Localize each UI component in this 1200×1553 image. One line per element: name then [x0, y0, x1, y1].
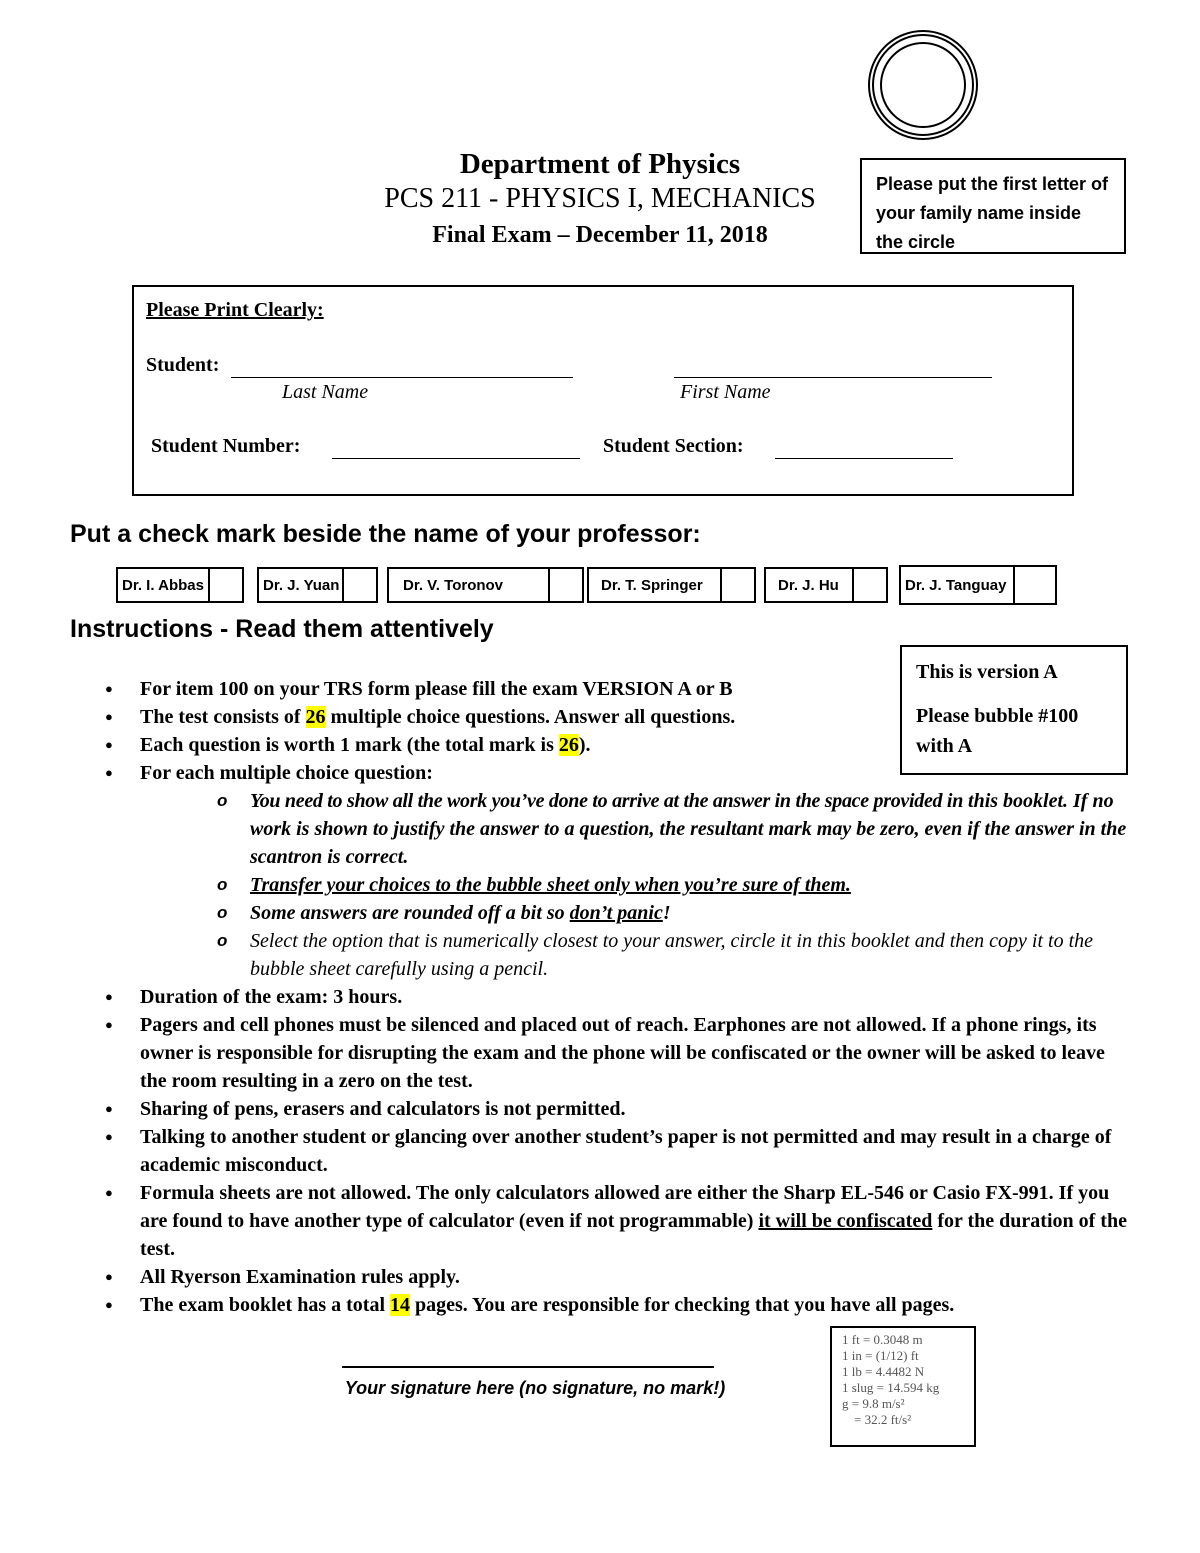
instruction-text: it will be confiscated: [758, 1210, 933, 1232]
initial-circle-inner: [880, 42, 966, 128]
list-item: [100, 1123, 1130, 1179]
list-item: [100, 1291, 1130, 1319]
initial-note: Please put the first letter of your family name inside the circle: [860, 158, 1126, 254]
list-item: [100, 1179, 1130, 1263]
list-item: [100, 675, 1130, 703]
version-bubble-note: Please bubble #100 with A: [916, 705, 1079, 757]
instruction-text: result in a charge of academic misconduct.: [140, 1126, 1112, 1176]
student-section-field[interactable]: [775, 458, 953, 459]
instruction-text: Pagers and cell phones must be silenced and placed out of reach. Earphones are not allowed. If a phone rings, its owner is responsible for disrupting the exam and the phone will be confiscated or the owner will be asked to leave the room resulting in a zero on the test.: [140, 1014, 1105, 1092]
instruction-text: Select the option that is numerically closest to your answer, circle it in this booklet and then copy it to the bubble sheet carefully using a pencil.: [250, 930, 1093, 980]
sub-list-item: [212, 927, 1130, 983]
instruction-text: !: [662, 902, 671, 924]
professor-hu: [764, 567, 888, 603]
professor-checkbox[interactable]: [720, 569, 754, 601]
student-number-label: Student Number:: [151, 435, 301, 457]
first-name-caption: First Name: [680, 381, 771, 403]
student-section-label: Student Section:: [603, 435, 744, 457]
instruction-text: ).: [578, 734, 591, 756]
list-item: [100, 703, 1130, 731]
first-name-field[interactable]: [674, 377, 992, 378]
professor-yuan: [257, 567, 378, 603]
list-item: [100, 983, 1130, 1011]
instruction-text: Talking to anothe: [140, 1126, 290, 1148]
student-label: Student:: [146, 354, 220, 376]
instruction-text: this booklet. If no work is shown to justify the answer to a question, the resultant mark may be zero, even if the answer in the scantron is correct.: [250, 790, 1127, 868]
professor-name: Dr. T. Springer: [601, 576, 703, 594]
sub-list-item: [212, 787, 1130, 871]
professor-name: Dr. J. Tanguay: [905, 576, 1007, 594]
instruction-text: All Ryerson Examination rules apply.: [140, 1266, 460, 1288]
professor-checkbox[interactable]: [208, 569, 242, 601]
signature-field[interactable]: [342, 1366, 714, 1368]
professor-springer: [587, 567, 756, 603]
last-name-field[interactable]: [231, 377, 573, 378]
signature-label: Your signature here (no signature, no mark!): [344, 1378, 726, 1398]
sub-list-item: [212, 871, 1130, 899]
professor-name: Dr. V. Toronov: [403, 576, 504, 594]
conversion-line: = 32.2 ft/s²: [854, 1412, 912, 1427]
list-item: [100, 1011, 1130, 1095]
list-item: [100, 1095, 1130, 1123]
exam-title: Final Exam – December 11, 2018: [432, 222, 768, 248]
instruction-text: Duration of the exam: 3 hours.: [140, 986, 403, 1008]
student-number-field[interactable]: [332, 458, 580, 459]
instruction-text: You need to show all the work you’ve done to arrive at the answer in the space provided in: [250, 790, 964, 812]
professor-checkbox[interactable]: [342, 569, 376, 601]
instruction-text: Formula sheets are not allowed. The only calculators allowed are either the Sharp EL-546 or Casio FX-991. If you are found to have another type of calculator (even if not programmable): [140, 1182, 1110, 1232]
instructions-list: [100, 675, 1130, 1319]
instruction-text: Some answers are rounded off a bit so: [250, 902, 570, 924]
highlight-number: 26: [305, 706, 326, 728]
list-item: [100, 731, 1130, 759]
professor-checkbox[interactable]: [852, 569, 886, 601]
professor-tanguay: [899, 565, 1057, 605]
initial-circle[interactable]: [868, 30, 978, 140]
instruction-text: r student or glancing over another student’s paper is not permitted and may: [289, 1126, 937, 1148]
unit-conversion-box: [830, 1326, 976, 1447]
professor-heading: Put a check mark beside the name of your professor:: [70, 520, 701, 548]
instruction-text: The exam booklet has a total: [140, 1294, 390, 1316]
professor-name: Dr. J. Yuan: [263, 576, 340, 594]
professor-checkbox[interactable]: [548, 569, 582, 601]
version-line: This is version A: [916, 661, 1058, 683]
sub-list-item: [212, 899, 1130, 927]
course-title: PCS 211 - PHYSICS I, MECHANICS: [384, 183, 816, 214]
department-title: Department of Physics: [459, 148, 741, 180]
professor-checkbox[interactable]: [1013, 567, 1055, 603]
conversion-line: g = 9.8 m/s²: [842, 1396, 905, 1411]
professor-name: Dr. I. Abbas: [122, 576, 204, 594]
instructions-heading: Instructions - Read them attentively: [70, 615, 494, 643]
instruction-text: Each question is worth 1 mark (the total mark is: [140, 734, 559, 756]
instruction-text: For item 100 on your TRS form please fill the exam VERSION A or B: [140, 678, 733, 700]
conversion-line: 1 slug = 14.594 kg: [842, 1380, 940, 1395]
professor-name: Dr. J. Hu: [778, 576, 839, 594]
last-name-caption: Last Name: [282, 381, 369, 403]
conversion-line: 1 lb = 4.4482 N: [842, 1364, 925, 1379]
conversion-line: 1 ft = 0.3048 m: [842, 1332, 923, 1347]
instruction-text: multiple choice questions. Answer all questions.: [325, 706, 736, 728]
instruction-text: for the duration of the test.: [140, 1210, 1127, 1260]
instruction-text: don’t panic: [569, 902, 663, 924]
conversion-line: 1 in = (1/12) ft: [842, 1348, 919, 1363]
list-item: [100, 759, 1130, 983]
highlight-number: 14: [390, 1294, 410, 1316]
instruction-text: Transfer your choices to the bubble sheet only when you’re sure of them.: [250, 874, 851, 896]
instruction-text: pages. You are responsible for checking that you have all pages.: [410, 1294, 955, 1316]
list-item: [100, 1263, 1130, 1291]
print-clearly-label: Please Print Clearly:: [146, 299, 324, 321]
sub-list: [140, 787, 1130, 983]
highlight-number: 26: [558, 734, 579, 756]
professor-abbas: [116, 567, 244, 603]
instruction-text: Sharing of pens, erasers and calculators is not permitted.: [140, 1098, 626, 1120]
instruction-text: The test consists of: [140, 706, 306, 728]
professor-toronov: [387, 567, 584, 603]
instruction-text: For each multiple choice question:: [140, 762, 433, 784]
student-info-box: [132, 285, 1074, 496]
